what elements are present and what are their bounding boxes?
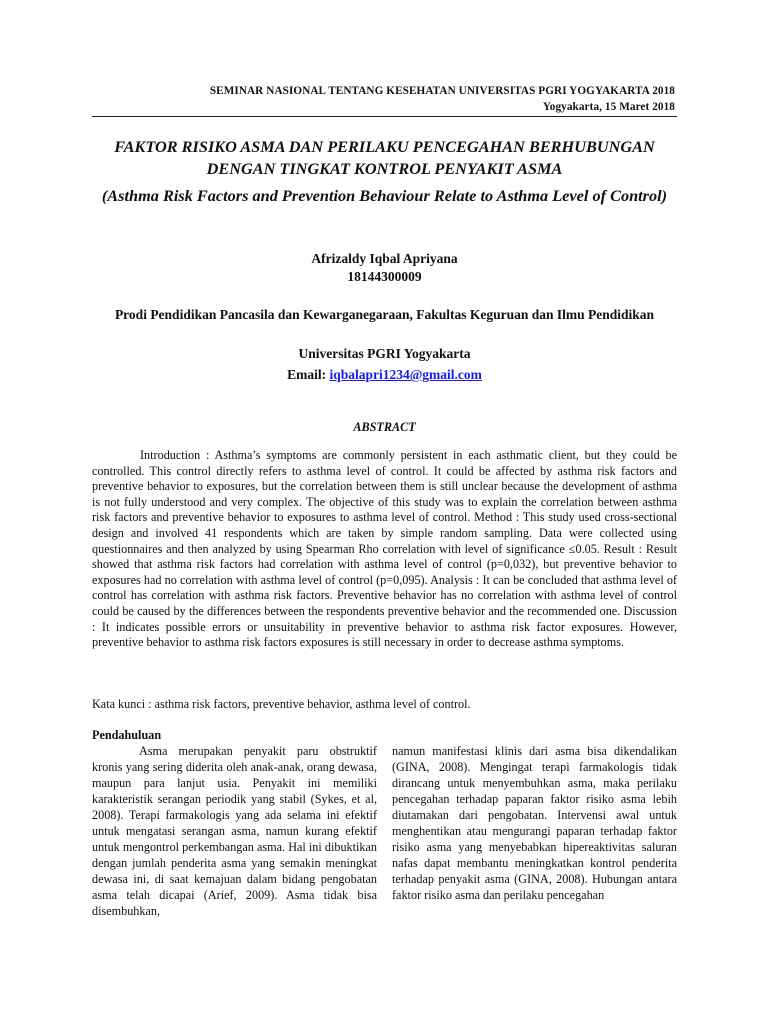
conference-header: SEMINAR NASIONAL TENTANG KESEHATAN UNIVERSITAS PGRI YOGYAKARTA 2018 [209, 85, 675, 97]
header-divider [92, 116, 677, 117]
author-email [92, 366, 677, 383]
keywords: Kata kunci : asthma risk factors, preventive behavior, asthma level of control. [92, 697, 471, 711]
paper-title-english: (Asthma Risk Factors and Prevention Behaviour Relate to Asthma Level of Control) [101, 186, 668, 205]
author-affiliation: Prodi Pendidikan Pancasila dan Kewarganegaraan, Fakultas Keguruan dan Ilmu Pendidikan [114, 307, 655, 322]
body-column-right: namun manifestasi klinis dari asma bisa dikendalikan (GINA, 2008). Mengingat terapi farmakologis tidak dirancang untuk menyembuhkan asma, maka perilaku pencegahan terhadap paparan faktor risiko asma lebih diutamakan dari pengobatan. Intervensi awal untuk menghentikan atau mengurangi paparan terhadap faktor risiko asma yang menyebabkan hipereaktivitas saluran nafas dapat membantu meningkatkan kontrol penderita terhadap penyakit asma (GINA, 2008). Hubungan antara faktor risiko asma dan perilaku pencegahan [392, 744, 677, 902]
author-name: Afrizaldy Iqbal Apriyana [311, 251, 458, 266]
abstract-heading: ABSTRACT [353, 420, 416, 434]
author-id: 18144300009 [347, 269, 422, 284]
paper-title: FAKTOR RISIKO ASMA DAN PERILAKU PENCEGAHAN BERHUBUNGAN DENGAN TINGKAT KONTROL PENYAKIT ASMA [114, 137, 655, 178]
email-label: Email: [287, 367, 330, 382]
email-link[interactable]: iqbalapri1234@gmail.com [329, 367, 482, 382]
conference-date: Yogyakarta, 15 Maret 2018 [542, 101, 675, 113]
abstract-text: Introduction : Asthma’s symptoms are commonly persistent in each asthmatic client, but they could be controlled. This control directly refers to asthma level of control. It could be affected by asthma risk factors and preventive behavior to exposures, but the correlation between them is still unclear because the development of asthma is not fully understood and very complex. The objective of this study was to explain the correlation between asthma risk factors and preventive behavior to exposures to asthma level of control. Method : This study used cross-sectional design and involved 41 respondents which are taken by simple random sampling. Data were collected using questionnaires and then analyzed by using Spearman Rho correlation with level of significance ≤0.05. Result : Result showed that asthma risk factors had correlation with asthma level of control (p=0,032), but preventive behavior to exposures had no correlation with asthma level of control (p=0,095). Analysis : It can be concluded that asthma level of control has correlation with asthma risk factors. Preventive behavior has no correlation with asthma level of control could be caused by the differences between the respondents preventive behavior and the recommended one. Discussion : It indicates possible errors or unsuitability in preventive behavior to asthma risk factor exposures. However, preventive behavior to asthma risk factors exposures is still necessary in order to decrease asthma symptoms. [92, 448, 677, 650]
author-university: Universitas PGRI Yogyakarta [298, 346, 471, 361]
section-heading: Pendahuluan [92, 728, 162, 742]
body-column-left: Asma merupakan penyakit paru obstruktif kronis yang sering diderita oleh anak-anak, orang dewasa, maupun para lanjut usia. Penyakit ini memiliki karakteristik serangan periodik yang stabil (Sykes, et al, 2008). Terapi farmakologis yang ada selama ini efektif untuk mengatasi serangan asma, namun kurang efektif untuk mengontrol perkembangan asma. Hal ini dibuktikan dengan jumlah penderita asma yang semakin meningkat dewasa ini, di saat kemajuan dalam bidang pengobatan asma telah dicapai (Arief, 2009). Asma tidak bisa disembuhkan, [92, 744, 377, 918]
